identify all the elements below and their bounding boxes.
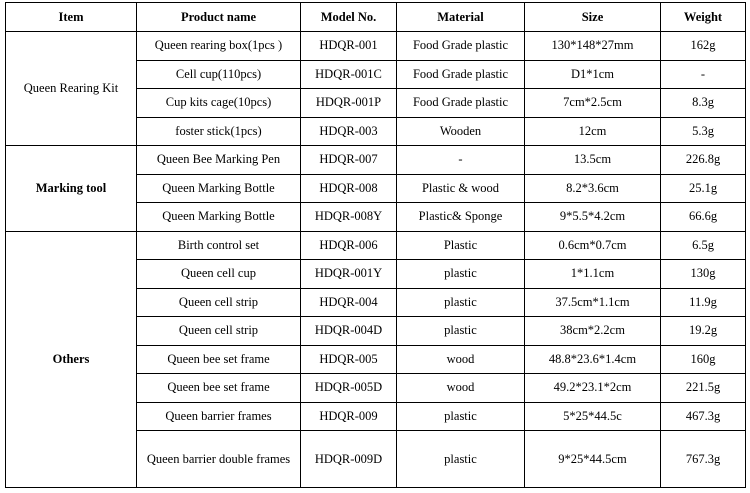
size-cell: 38cm*2.2cm <box>525 317 661 346</box>
product-name-cell: Birth control set <box>137 231 301 260</box>
model-no-cell: HDQR-007 <box>301 146 397 175</box>
product-name-cell: Queen Marking Bottle <box>137 174 301 203</box>
size-cell: 1*1.1cm <box>525 260 661 289</box>
table-row <box>6 146 746 175</box>
size-cell: D1*1cm <box>525 60 661 89</box>
weight-cell: 5.3g <box>661 117 746 146</box>
product-name-cell: Cup kits cage(10pcs) <box>137 89 301 118</box>
table-body <box>6 32 746 488</box>
product-name-cell: Queen Bee Marking Pen <box>137 146 301 175</box>
material-cell: plastic <box>397 260 525 289</box>
weight-cell: 8.3g <box>661 89 746 118</box>
model-no-cell: HDQR-009D <box>301 431 397 488</box>
material-cell: wood <box>397 374 525 403</box>
weight-cell: 226.8g <box>661 146 746 175</box>
material-cell: plastic <box>397 402 525 431</box>
size-cell: 5*25*44.5c <box>525 402 661 431</box>
product-name-cell: Queen cell strip <box>137 317 301 346</box>
weight-cell: 767.3g <box>661 431 746 488</box>
size-cell: 130*148*27mm <box>525 32 661 61</box>
model-no-cell: HDQR-001Y <box>301 260 397 289</box>
size-cell: 0.6cm*0.7cm <box>525 231 661 260</box>
product-name-cell: Cell cup(110pcs) <box>137 60 301 89</box>
table-row <box>6 32 746 61</box>
size-cell: 13.5cm <box>525 146 661 175</box>
product-name-cell: foster stick(1pcs) <box>137 117 301 146</box>
size-cell: 9*5.5*4.2cm <box>525 203 661 232</box>
material-cell: wood <box>397 345 525 374</box>
weight-cell: 221.5g <box>661 374 746 403</box>
header-item: Item <box>6 3 137 32</box>
weight-cell: 6.5g <box>661 231 746 260</box>
material-cell: plastic <box>397 317 525 346</box>
group-item-cell: Queen Rearing Kit <box>6 32 137 146</box>
product-name-cell: Queen cell cup <box>137 260 301 289</box>
model-no-cell: HDQR-001P <box>301 89 397 118</box>
weight-cell: 162g <box>661 32 746 61</box>
header-product-name: Product name <box>137 3 301 32</box>
size-cell: 9*25*44.5cm <box>525 431 661 488</box>
size-cell: 12cm <box>525 117 661 146</box>
table-row <box>6 231 746 260</box>
model-no-cell: HDQR-003 <box>301 117 397 146</box>
material-cell: Wooden <box>397 117 525 146</box>
size-cell: 7cm*2.5cm <box>525 89 661 118</box>
weight-cell: 19.2g <box>661 317 746 346</box>
model-no-cell: HDQR-009 <box>301 402 397 431</box>
size-cell: 49.2*23.1*2cm <box>525 374 661 403</box>
product-name-cell: Queen barrier double frames <box>137 431 301 488</box>
material-cell: Food Grade plastic <box>397 60 525 89</box>
group-item-cell: Others <box>6 231 137 488</box>
header-weight: Weight <box>661 3 746 32</box>
material-cell: Plastic & wood <box>397 174 525 203</box>
header-row <box>6 3 746 32</box>
model-no-cell: HDQR-001 <box>301 32 397 61</box>
model-no-cell: HDQR-008Y <box>301 203 397 232</box>
material-cell: Food Grade plastic <box>397 89 525 118</box>
material-cell: Plastic <box>397 231 525 260</box>
weight-cell: 66.6g <box>661 203 746 232</box>
header-model-no: Model No. <box>301 3 397 32</box>
material-cell: Plastic& Sponge <box>397 203 525 232</box>
weight-cell: 25.1g <box>661 174 746 203</box>
size-cell: 37.5cm*1.1cm <box>525 288 661 317</box>
model-no-cell: HDQR-005 <box>301 345 397 374</box>
product-name-cell: Queen Marking Bottle <box>137 203 301 232</box>
model-no-cell: HDQR-001C <box>301 60 397 89</box>
weight-cell: 160g <box>661 345 746 374</box>
weight-cell: 130g <box>661 260 746 289</box>
product-name-cell: Queen cell strip <box>137 288 301 317</box>
weight-cell: - <box>661 60 746 89</box>
model-no-cell: HDQR-004D <box>301 317 397 346</box>
model-no-cell: HDQR-005D <box>301 374 397 403</box>
header-material: Material <box>397 3 525 32</box>
weight-cell: 467.3g <box>661 402 746 431</box>
material-cell: Food Grade plastic <box>397 32 525 61</box>
material-cell: plastic <box>397 288 525 317</box>
product-name-cell: Queen barrier frames <box>137 402 301 431</box>
material-cell: - <box>397 146 525 175</box>
product-name-cell: Queen rearing box(1pcs ) <box>137 32 301 61</box>
size-cell: 8.2*3.6cm <box>525 174 661 203</box>
model-no-cell: HDQR-004 <box>301 288 397 317</box>
group-item-cell: Marking tool <box>6 146 137 232</box>
product-name-cell: Queen bee set frame <box>137 374 301 403</box>
product-name-cell: Queen bee set frame <box>137 345 301 374</box>
model-no-cell: HDQR-008 <box>301 174 397 203</box>
model-no-cell: HDQR-006 <box>301 231 397 260</box>
material-cell: plastic <box>397 431 525 488</box>
weight-cell: 11.9g <box>661 288 746 317</box>
header-size: Size <box>525 3 661 32</box>
product-spec-table <box>5 2 746 488</box>
size-cell: 48.8*23.6*1.4cm <box>525 345 661 374</box>
